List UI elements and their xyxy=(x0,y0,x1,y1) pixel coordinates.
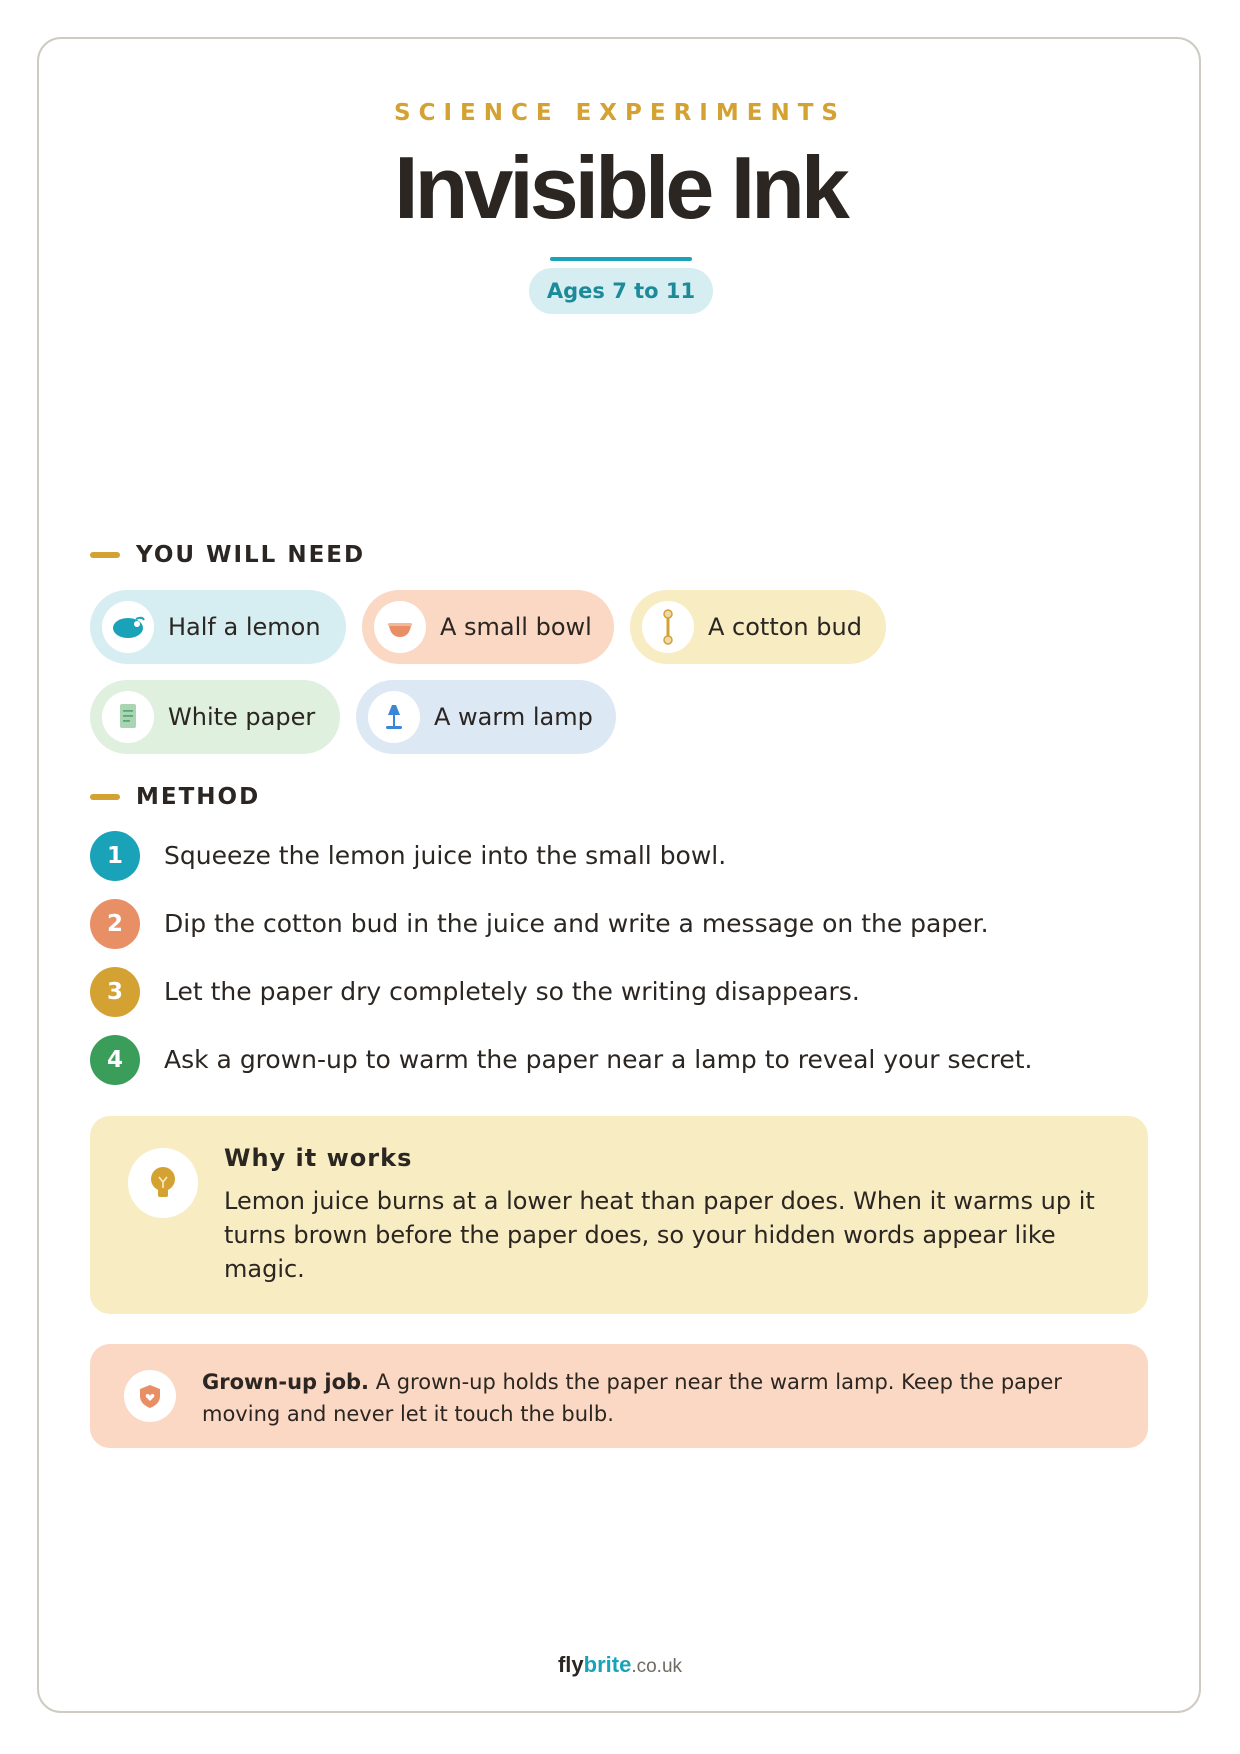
step-text: Let the paper dry completely so the writing disappears. xyxy=(164,977,860,1006)
page-title: Invisible Ink xyxy=(394,138,846,237)
safety-body: A grown-up holds the paper near the warm lamp. Keep the paper moving and never let it touch the bulb. xyxy=(202,1370,1062,1426)
step-text: Squeeze the lemon juice into the small bowl. xyxy=(164,841,727,870)
brand-domain: .co.uk xyxy=(631,1656,683,1677)
lamp-icon xyxy=(368,691,420,743)
step-number: 2 xyxy=(90,899,140,949)
needs-heading-label: YOU WILL NEED xyxy=(136,542,366,568)
shield-icon xyxy=(124,1370,176,1422)
need-item-bowl xyxy=(362,590,614,664)
brand-brite: brite xyxy=(583,1652,632,1677)
why-body: Lemon juice burns at a lower heat than paper does. When it warms up it turns brown before the paper does, so your hidden words appear like magic. xyxy=(224,1187,1095,1283)
lemon-icon xyxy=(102,601,154,653)
step-number: 4 xyxy=(90,1035,140,1085)
lightbulb-icon xyxy=(128,1148,198,1218)
step-text: Ask a grown-up to warm the paper near a lamp to reveal your secret. xyxy=(164,1045,1033,1074)
paper-icon xyxy=(102,691,154,743)
method-heading-label: METHOD xyxy=(136,784,261,810)
bowl-icon xyxy=(374,601,426,653)
need-item-paper xyxy=(90,680,340,754)
step-number: 1 xyxy=(90,831,140,881)
why-it-works-box xyxy=(90,1116,1148,1314)
need-item-label: A small bowl xyxy=(440,613,592,641)
title-underline xyxy=(550,257,692,261)
need-item-label: A cotton bud xyxy=(708,613,862,641)
page-kicker: SCIENCE EXPERIMENTS xyxy=(394,100,846,126)
safety-note xyxy=(90,1344,1148,1448)
need-item-label: White paper xyxy=(168,703,316,731)
age-badge: Ages 7 to 11 xyxy=(529,268,713,314)
method-step xyxy=(90,831,1140,881)
cotton-bud-icon xyxy=(642,601,694,653)
need-item-label: A warm lamp xyxy=(434,703,593,731)
need-item-label: Half a lemon xyxy=(168,613,321,641)
step-number: 3 xyxy=(90,967,140,1017)
method-step xyxy=(90,899,1140,949)
safety-text xyxy=(202,1366,1102,1430)
safety-lead: Grown-up job. xyxy=(202,1370,370,1394)
need-item-lamp xyxy=(356,680,616,754)
brand-fly: fly xyxy=(557,1652,584,1677)
heading-dash xyxy=(90,794,120,800)
need-item-lemon xyxy=(90,590,346,664)
need-item-cotton-bud xyxy=(630,590,886,664)
method-step xyxy=(90,967,1140,1017)
why-title: Why it works xyxy=(224,1144,413,1172)
footer-brand xyxy=(0,1652,1240,1678)
step-text: Dip the cotton bud in the juice and write a message on the paper. xyxy=(164,909,989,938)
heading-dash xyxy=(90,552,120,558)
method-step xyxy=(90,1035,1140,1085)
